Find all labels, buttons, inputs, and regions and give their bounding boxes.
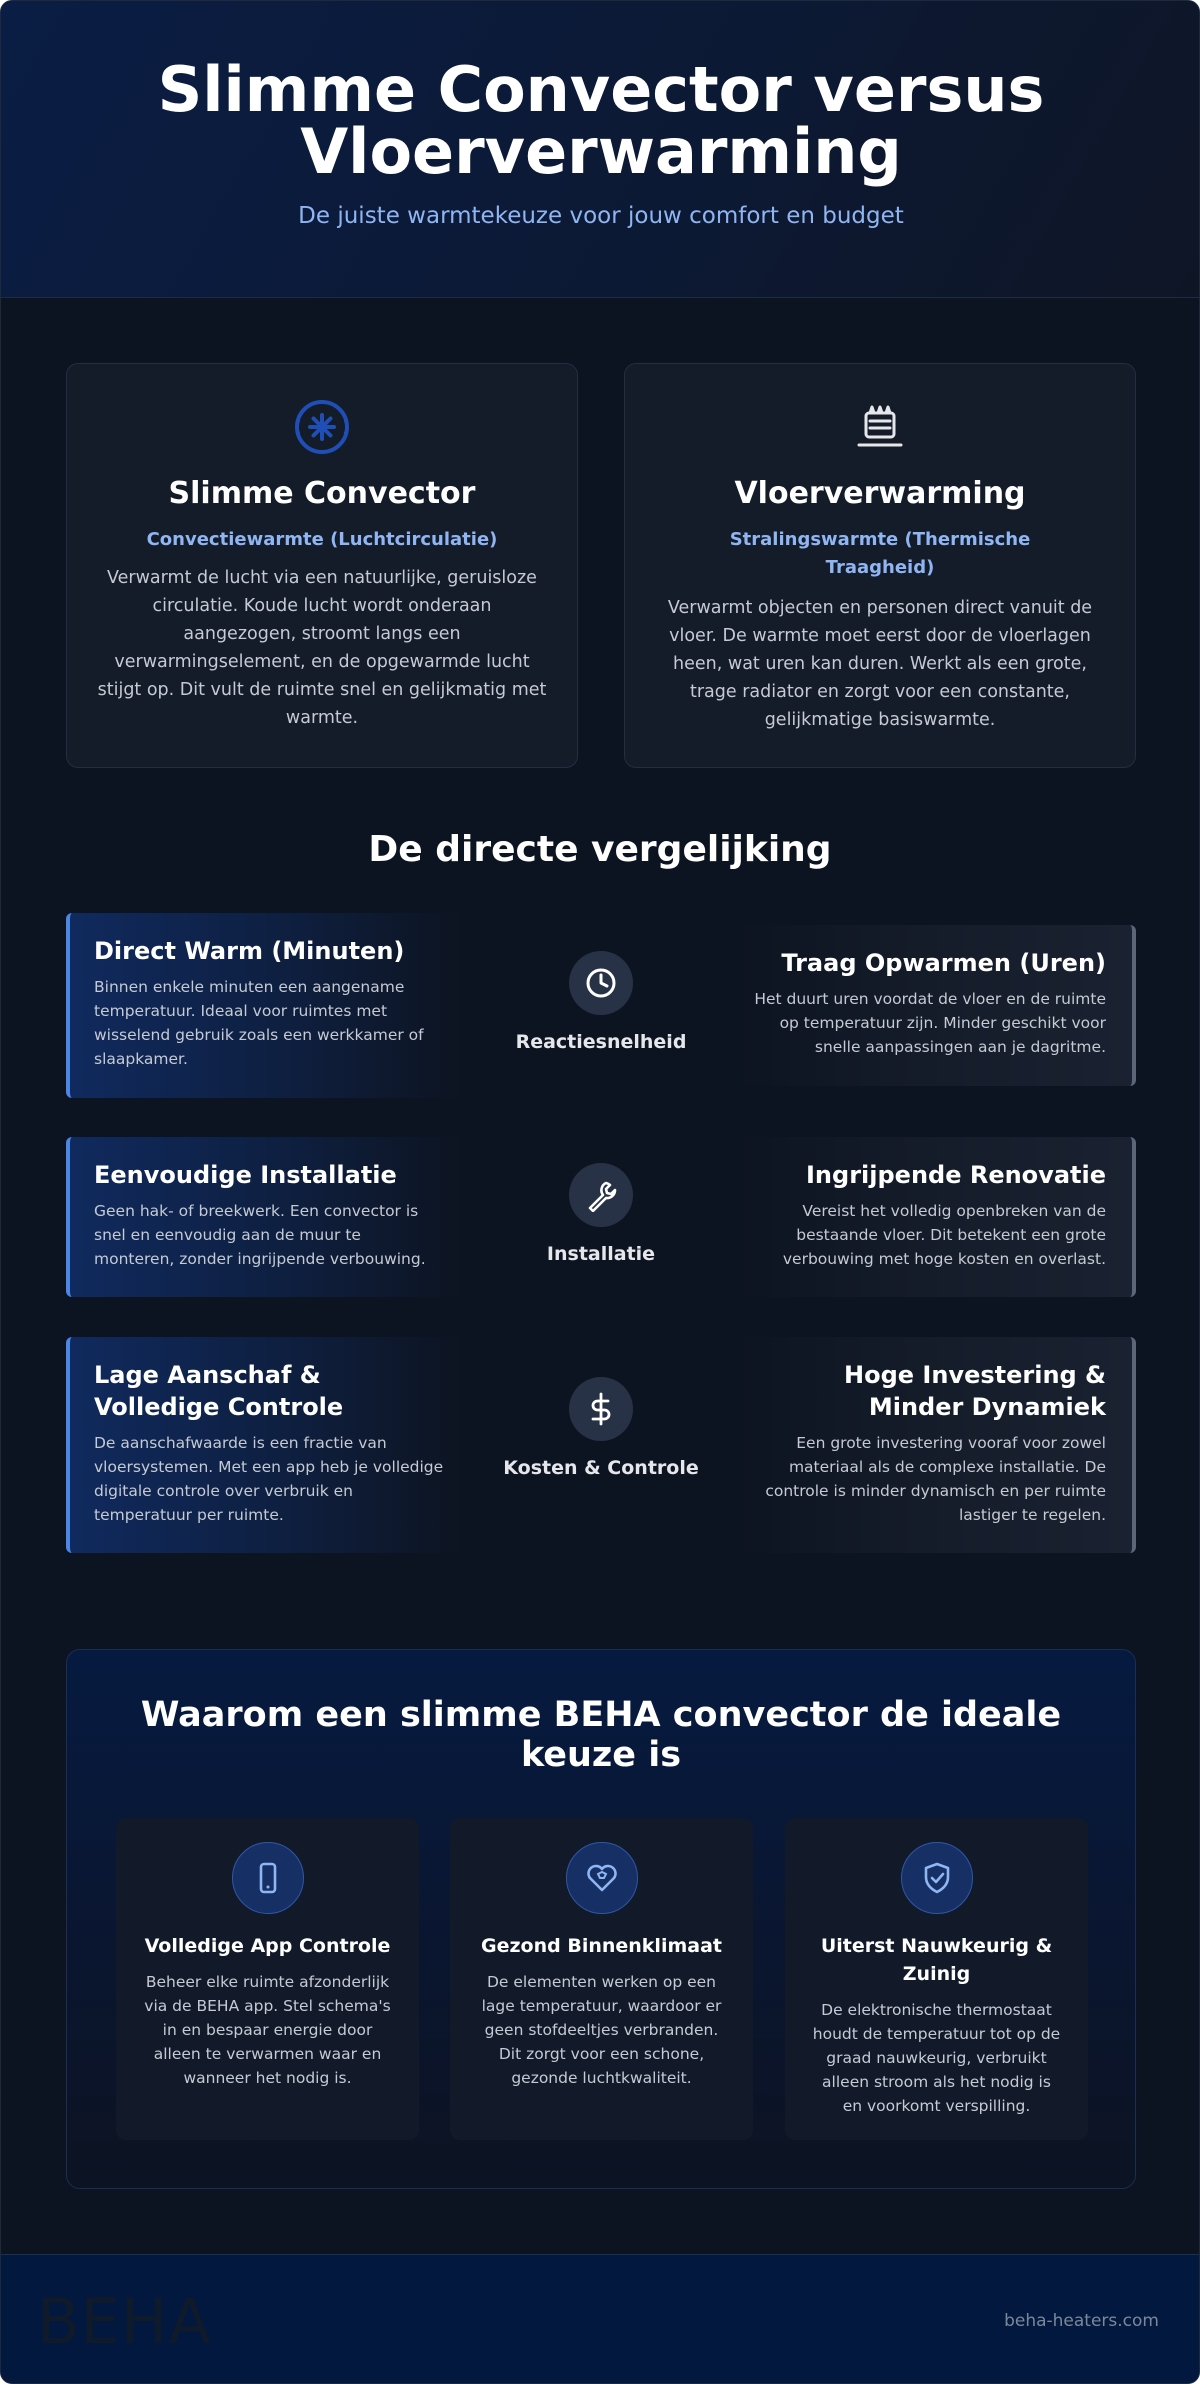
comparison-criterion-label: Reactiesnelheid: [515, 1031, 687, 1053]
card-floor-heating: [624, 363, 1136, 768]
card-subtitle: Stralingswarmte (Thermische Traagheid): [729, 529, 1031, 578]
card-title: Slimme Convector: [168, 476, 476, 511]
beha-logo: BEHA: [37, 2285, 212, 2358]
comparison-criterion: [486, 951, 716, 1057]
comparison-left: [66, 1337, 461, 1553]
page-header: [1, 1, 1200, 298]
heart-icon: [566, 1842, 638, 1914]
comparison-right-title: Traag Opwarmen (Uren): [781, 949, 1106, 977]
floor-heating-icon: [851, 398, 909, 458]
comparison-criterion: [486, 1163, 716, 1269]
shield-check-icon: [901, 1842, 973, 1914]
comparison-row-installation: [66, 1137, 1136, 1297]
feature-card: [116, 1818, 419, 2140]
feature-card: [450, 1818, 753, 2140]
page-title: Slimme Convector versus Vloerverwarming: [157, 53, 1045, 188]
comparison-left-text: Binnen enkele minuten een aangename temperatuur. Ideaal voor ruimtes met wisselend gebruik zoals een werkkamer of slaapkamer.: [94, 978, 424, 1068]
comparison-row-costs: [66, 1337, 1136, 1553]
feature-title: Uiterst Nauwkeurig & Zuinig: [820, 1935, 1053, 1985]
comparison-left-title: Lage Aanschaf & Volledige Controle: [94, 1361, 344, 1421]
comparison-right-title: Hoge Investering & Minder Dynamiek: [844, 1361, 1106, 1421]
comparison-right: [736, 1337, 1136, 1553]
comparison-right-text: Vereist het volledig openbreken van de bestaande vloer. Dit betekent een grote verbouwing met hoge kosten en overlast.: [782, 1202, 1106, 1268]
card-subtitle: Convectiewarmte (Luchtcirculatie): [146, 529, 498, 550]
page-footer: [1, 2254, 1200, 2384]
feature-title: Volledige App Controle: [144, 1935, 391, 1957]
comparison-left-title: Eenvoudige Installatie: [94, 1161, 397, 1189]
comparison-right-title: Ingrijpende Renovatie: [806, 1161, 1106, 1189]
card-description: Verwarmt de lucht via een natuurlijke, geruisloze circulatie. Koude lucht wordt onderaan aangezogen, stroomt langs een verwarmingselement, en de opgewarmde lucht stijgt op. Dit vult de ruimte snel en gelijkmatig met warmte.: [97, 568, 547, 728]
convector-fan-icon: [293, 398, 351, 458]
why-title: Waarom een slimme BEHA convector de ideale keuze is: [140, 1695, 1062, 1775]
comparison-criterion-label: Kosten & Controle: [503, 1457, 699, 1479]
card-title: Vloerverwarming: [734, 476, 1026, 511]
comparison-criterion: [486, 1377, 716, 1483]
comparison-right-text: Het duurt uren voordat de vloer en de ruimte op temperatuur zijn. Minder geschikt voor snelle aanpassingen aan je dagritme.: [754, 990, 1106, 1056]
comparison-left-title: Direct Warm (Minuten): [94, 937, 405, 965]
comparison-right-text: Een grote investering vooraf voor zowel materiaal als de complexe installatie. De controle is minder dynamisch en per ruimte lastiger te regelen.: [765, 1434, 1106, 1524]
smartphone-icon: [232, 1842, 304, 1914]
clock-icon: [569, 951, 633, 1015]
feature-text: Beheer elke ruimte afzonderlijk via de BEHA app. Stel schema's in en bespaar energie door alleen te verwarmen waar en wanneer het nodig is.: [144, 1973, 391, 2087]
dollar-icon: [569, 1377, 633, 1441]
comparison-left-text: Geen hak- of breekwerk. Een convector is snel en eenvoudig aan de muur te monteren, zonder ingrijpende verbouwing.: [94, 1202, 426, 1268]
card-convector: [66, 363, 578, 768]
comparison-title: De directe vergelijking: [368, 829, 832, 870]
feature-text: De elektronische thermostaat houdt de temperatuur tot op de graad nauwkeurig, verbruikt alleen stroom als het nodig is en voorkomt verspilling.: [812, 2001, 1061, 2115]
feature-card: [785, 1818, 1088, 2140]
card-description: Verwarmt objecten en personen direct vanuit de vloer. De warmte moet eerst door de vloerlagen heen, wat uren kan duren. Werkt als een grote, trage radiator en zorgt voor een constante, gelijkmatige basiswarmte.: [667, 598, 1093, 730]
comparison-criterion-label: Installatie: [546, 1243, 656, 1265]
comparison-left: [66, 913, 461, 1098]
feature-text: De elementen werken op een lage temperatuur, waardoor er geen stofdeeltjes verbranden. Dit zorgt voor een schone, gezonde luchtkwaliteit.: [481, 1973, 722, 2087]
comparison-row-speed: [66, 913, 1136, 1098]
comparison-left-text: De aanschafwaarde is een fractie van vloersystemen. Met een app heb je volledige digitale controle over verbruik en temperatuur per ruimte.: [94, 1434, 444, 1524]
comparison-right: [736, 925, 1136, 1086]
website-link[interactable]: beha-heaters.com: [1004, 2311, 1159, 2331]
comparison-right: [736, 1137, 1136, 1297]
why-section: [66, 1649, 1136, 2189]
feature-title: Gezond Binnenklimaat: [481, 1935, 722, 1957]
page-subtitle: De juiste warmtekeuze voor jouw comfort en budget: [298, 203, 904, 229]
wrench-icon: [569, 1163, 633, 1227]
comparison-left: [66, 1137, 461, 1297]
